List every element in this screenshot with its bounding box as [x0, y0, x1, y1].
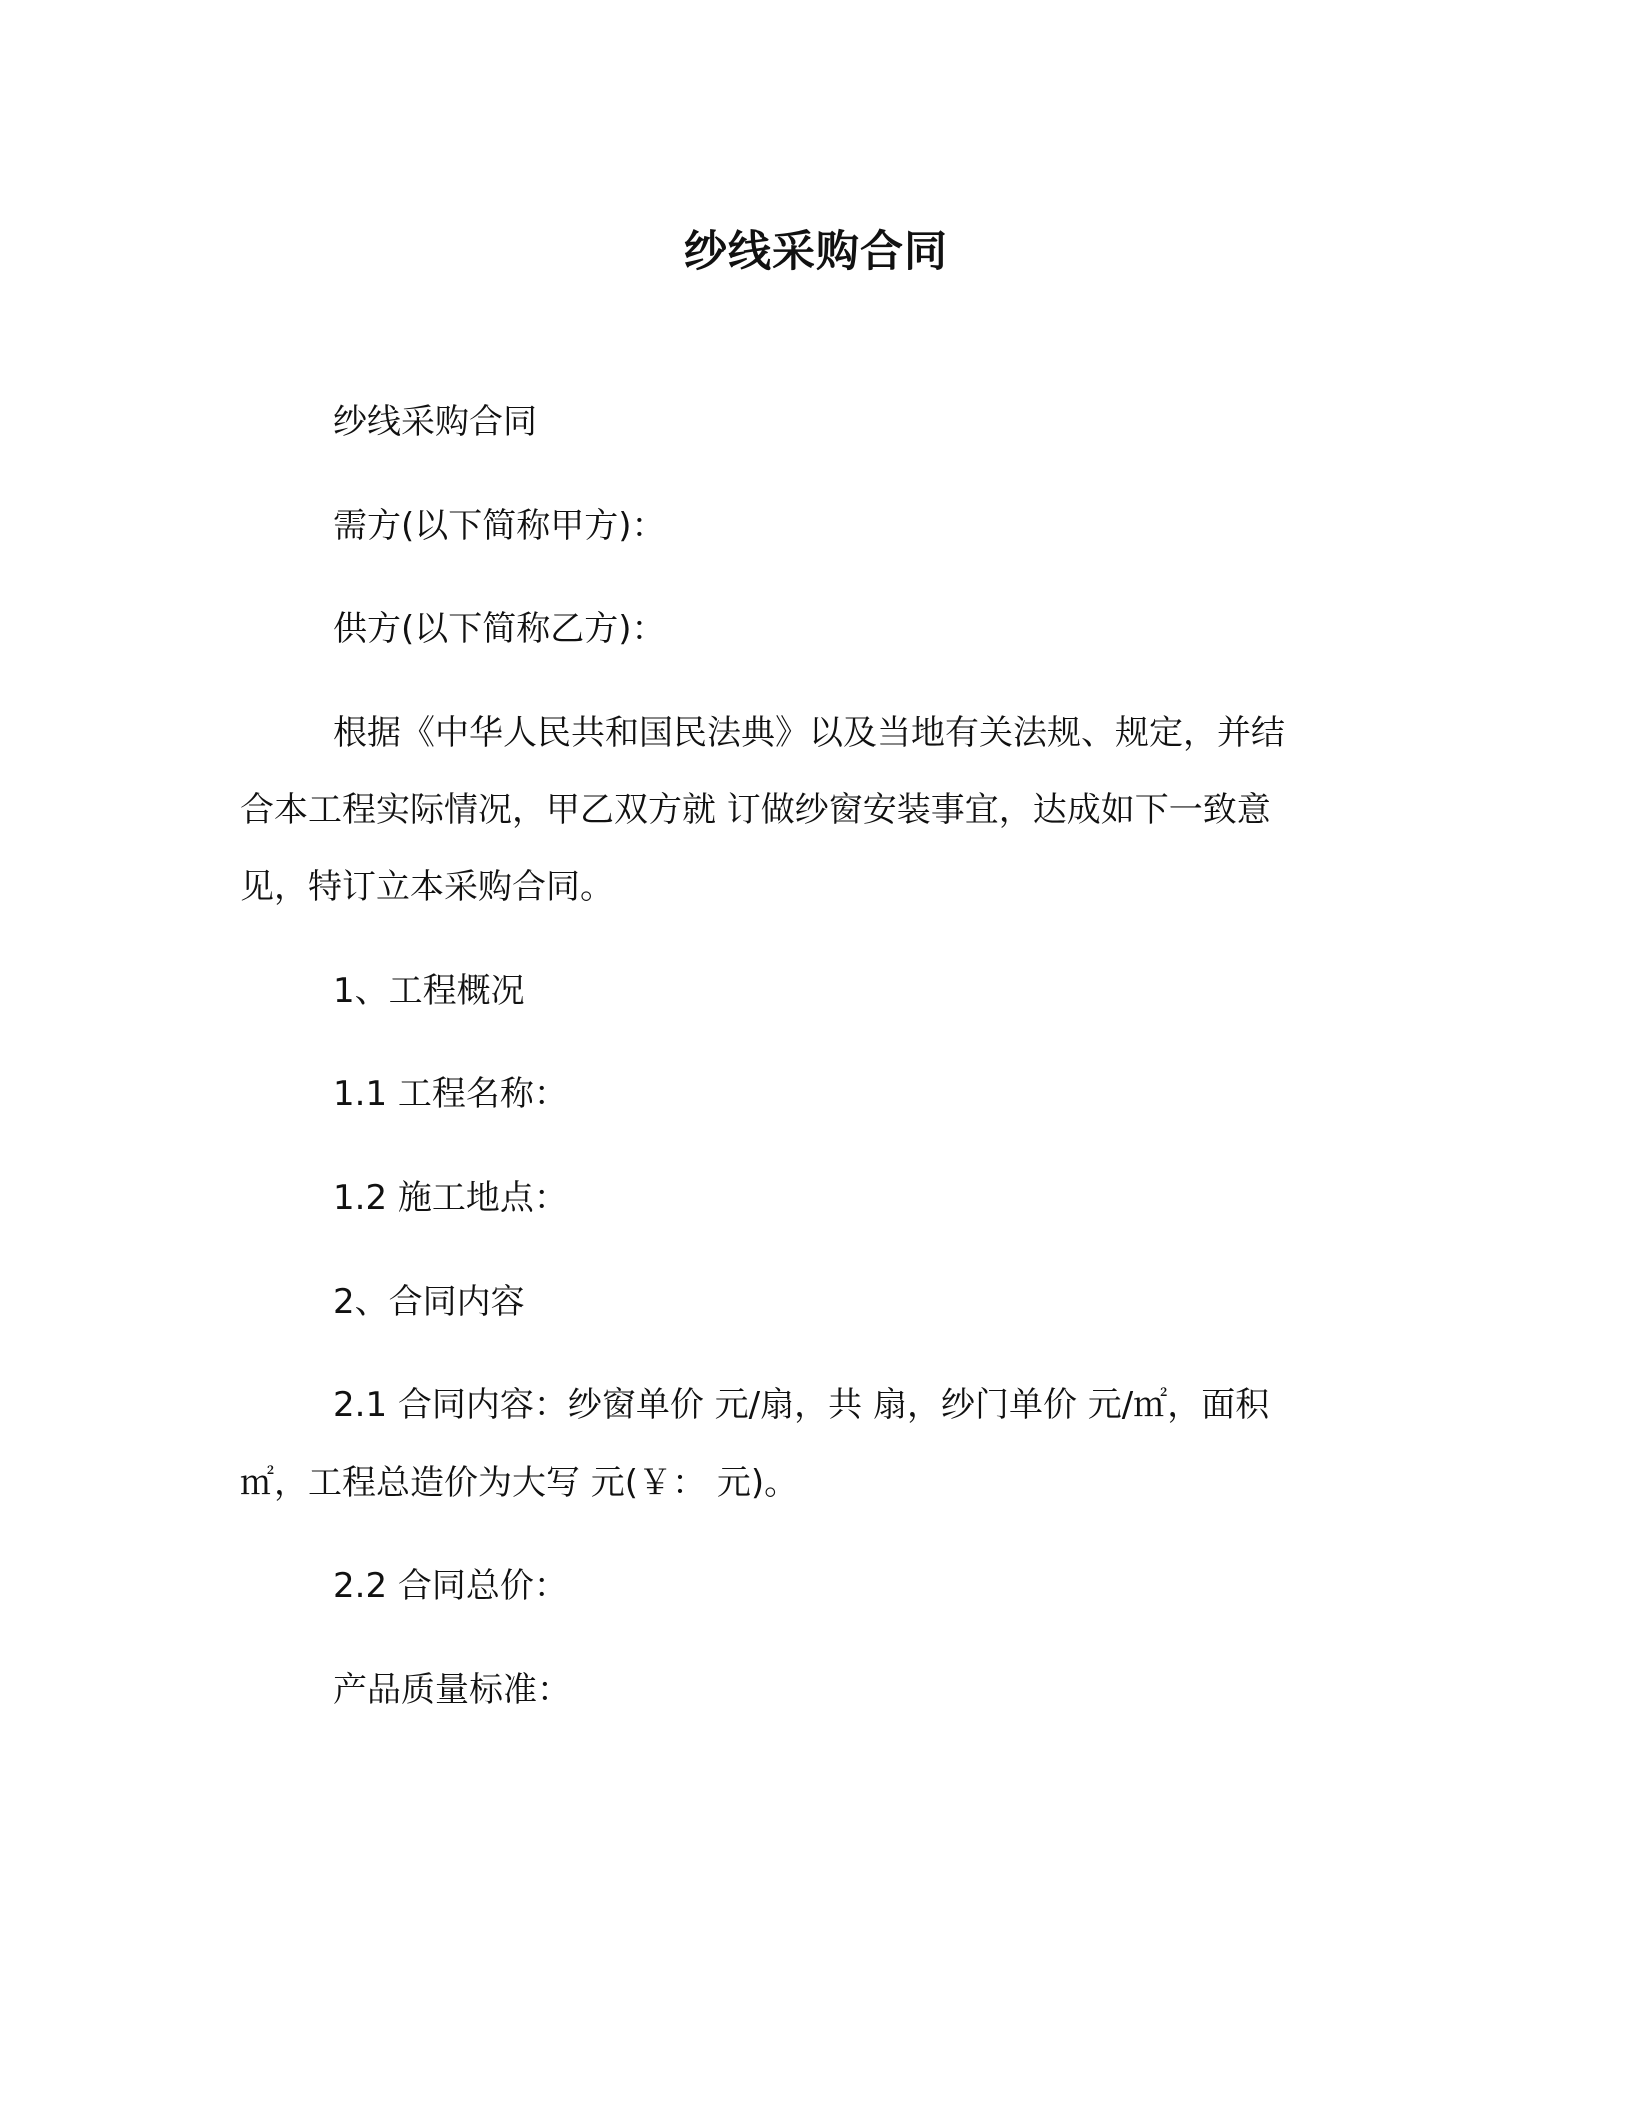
item-2-1-line-2: ㎡，工程总造价为大写 元(￥： 元)。 — [240, 1463, 799, 1503]
preamble-line-3: 见，特订立本采购合同。 — [240, 867, 614, 907]
document-title: 纱线采购合同 — [684, 227, 948, 277]
subtitle: 纱线采购合同 — [333, 402, 537, 442]
item-1-1: 1.1 工程名称： — [333, 1074, 568, 1114]
party-b-line: 供方(以下简称乙方)： — [333, 609, 666, 649]
party-a-line: 需方(以下简称甲方)： — [333, 506, 666, 546]
quality-standard: 产品质量标准： — [333, 1670, 571, 1710]
section-1-heading: 1、工程概况 — [333, 971, 525, 1011]
preamble-line-2: 合本工程实际情况，甲乙双方就 订做纱窗安装事宜，达成如下一致意 — [240, 790, 1271, 830]
preamble-line-1: 根据《中华人民共和国民法典》以及当地有关法规、规定，并结 — [333, 713, 1285, 753]
item-2-2: 2.2 合同总价： — [333, 1566, 568, 1606]
item-2-1-line-1: 2.1 合同内容：纱窗单价 元/扇，共 扇，纱门单价 元/㎡，面积 — [333, 1385, 1270, 1425]
item-1-2: 1.2 施工地点： — [333, 1178, 568, 1218]
section-2-heading: 2、合同内容 — [333, 1282, 525, 1322]
